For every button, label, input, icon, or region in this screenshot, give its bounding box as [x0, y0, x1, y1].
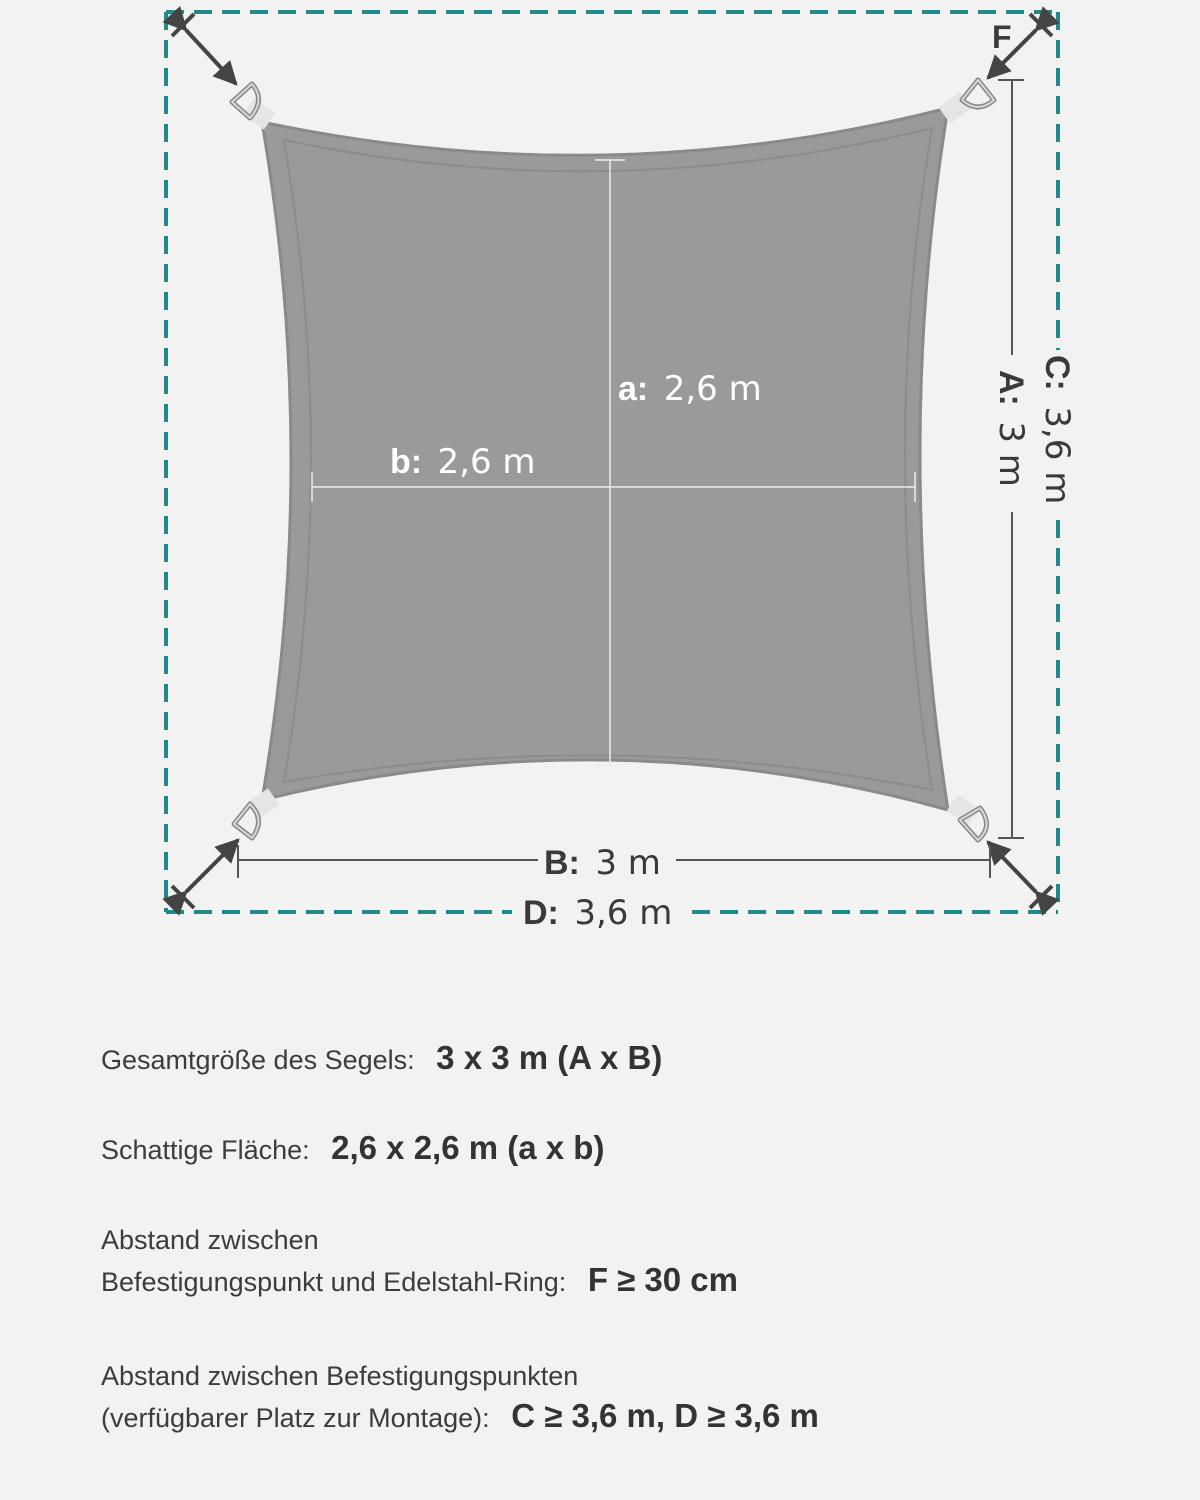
spec-shade-area-value: 2,6 x 2,6 m (a x b) — [331, 1129, 605, 1166]
spec-ring-distance-label-2: Befestigungspunkt und Edelstahl-Ring: — [101, 1267, 567, 1297]
label-a: a: 2,6 m — [618, 369, 762, 409]
spec-total-size-value: 3 x 3 m (A x B) — [436, 1039, 663, 1076]
spec-shade-area-label: Schattige Fläche: — [101, 1135, 310, 1165]
label-c: C: 3,6 m — [1037, 355, 1077, 505]
label-upper-b: B: 3 m — [544, 843, 661, 883]
spec-mount-distance — [101, 1356, 819, 1438]
label-d: D: 3,6 m — [523, 893, 673, 933]
label-upper-a: A: 3 m — [991, 370, 1031, 487]
spec-mount-distance-label-2: (verfügbarer Platz zur Montage): — [101, 1403, 490, 1433]
spec-total-size-label: Gesamtgröße des Segels: — [101, 1045, 415, 1075]
spec-ring-distance-value: F ≥ 30 cm — [587, 1261, 739, 1298]
spec-mount-distance-label-1: Abstand zwischen Befestigungspunkten — [101, 1361, 579, 1391]
label-f: F — [992, 19, 1012, 55]
spec-mount-distance-value: C ≥ 3,6 m, D ≥ 3,6 m — [511, 1397, 819, 1434]
spec-ring-distance-label-1: Abstand zwischen — [101, 1225, 319, 1255]
shade-sail — [262, 108, 948, 810]
label-b: b: 2,6 m — [390, 442, 536, 482]
spec-shade-area — [101, 1128, 604, 1170]
spec-ring-distance — [101, 1220, 738, 1302]
d-ring-top-right — [939, 80, 994, 124]
d-ring-bottom-right — [947, 794, 987, 840]
d-ring-bottom-left — [234, 788, 279, 838]
spec-total-size — [101, 1038, 662, 1080]
